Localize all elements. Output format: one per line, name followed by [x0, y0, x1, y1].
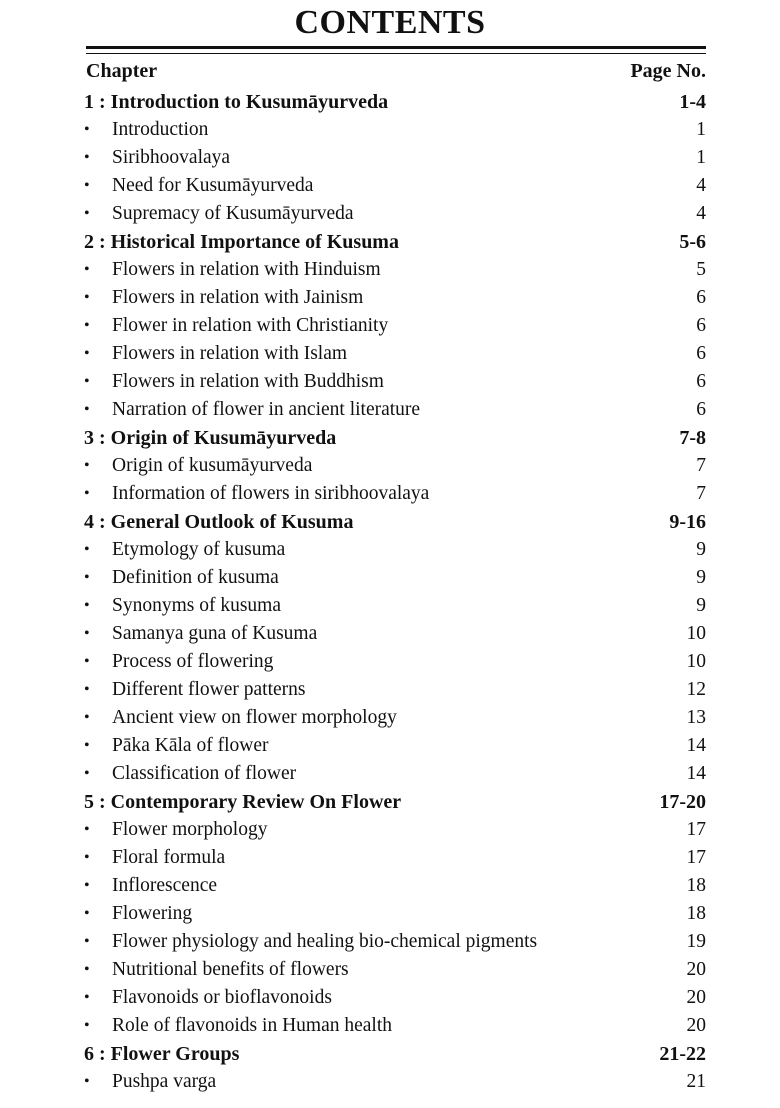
- bullet-icon: •: [84, 317, 90, 334]
- column-header: [86, 60, 706, 83]
- entry-title: [84, 567, 279, 589]
- section-row: [84, 928, 706, 956]
- entry-title: [84, 1043, 239, 1066]
- entry-title: [84, 483, 429, 505]
- bullet-icon: •: [84, 933, 90, 950]
- section-title: Etymology of kusuma: [112, 539, 286, 560]
- bullet-icon: •: [84, 261, 90, 278]
- entry-title: [84, 231, 399, 254]
- bullet-icon: •: [84, 541, 90, 558]
- section-title: Siribhoovalaya: [112, 147, 231, 168]
- entry-title: [84, 399, 420, 421]
- section-row: [84, 172, 706, 200]
- entry-title: [84, 315, 388, 337]
- page-number: 21: [686, 1071, 706, 1092]
- section-title: Introduction: [112, 119, 209, 140]
- entry-title: [84, 147, 230, 169]
- entry-title: [84, 875, 217, 897]
- section-title: Synonyms of kusuma: [112, 595, 282, 616]
- title-rule-thick: [86, 46, 706, 49]
- section-title: Process of flowering: [112, 651, 274, 672]
- page-number: 17: [686, 847, 706, 868]
- bullet-icon: •: [84, 205, 90, 222]
- section-row: [84, 844, 706, 872]
- bullet-icon: •: [84, 373, 90, 390]
- page-number: 18: [686, 903, 706, 924]
- section-title: Ancient view on flower morphology: [112, 707, 397, 728]
- section-title: Supremacy of Kusumāyurveda: [112, 203, 354, 224]
- entry-title: [84, 763, 296, 785]
- section-title: Flowering: [112, 903, 193, 924]
- page-number: 17: [686, 819, 706, 840]
- entry-title: [84, 987, 332, 1009]
- section-row: [84, 732, 706, 760]
- page-number: 6: [696, 287, 706, 308]
- page-number: 1: [696, 147, 706, 168]
- contents-list: [84, 88, 706, 1096]
- section-title: Samanya guna of Kusuma: [112, 623, 318, 644]
- page-number: 7-8: [679, 426, 706, 449]
- entry-title: [84, 847, 225, 869]
- section-row: [84, 1012, 706, 1040]
- chapter-row: [84, 228, 706, 256]
- bullet-icon: •: [84, 1017, 90, 1034]
- section-row: [84, 368, 706, 396]
- section-row: [84, 284, 706, 312]
- section-row: [84, 816, 706, 844]
- entry-title: [84, 371, 384, 393]
- page-number: 19: [686, 931, 706, 952]
- page-number: 6: [696, 343, 706, 364]
- entry-title: [84, 959, 349, 981]
- bullet-icon: •: [84, 961, 90, 978]
- entry-title: [84, 931, 537, 953]
- section-row: [84, 760, 706, 788]
- section-row: [84, 872, 706, 900]
- entry-title: [84, 1071, 216, 1093]
- page-number: 6: [696, 399, 706, 420]
- bullet-icon: •: [84, 765, 90, 782]
- entry-title: [84, 595, 281, 617]
- page-number: 9: [696, 567, 706, 588]
- section-title: Flowers in relation with Hinduism: [112, 259, 381, 280]
- entry-title: [84, 623, 317, 645]
- bullet-icon: •: [84, 625, 90, 642]
- page-number: 10: [686, 623, 706, 644]
- section-row: [84, 536, 706, 564]
- entry-title: [84, 119, 208, 141]
- entry-title: [84, 511, 353, 534]
- page-number: 7: [696, 455, 706, 476]
- section-title: Flowers in relation with Islam: [112, 343, 348, 364]
- chapter-title: 3 : Origin of Kusumāyurveda: [84, 426, 337, 449]
- bullet-icon: •: [84, 569, 90, 586]
- bullet-icon: •: [84, 989, 90, 1006]
- bullet-icon: •: [84, 345, 90, 362]
- bullet-icon: •: [84, 1073, 90, 1090]
- bullet-icon: •: [84, 737, 90, 754]
- page-number: 21-22: [659, 1042, 706, 1065]
- page-number: 5: [696, 259, 706, 280]
- bullet-icon: •: [84, 597, 90, 614]
- page-number: 13: [686, 707, 706, 728]
- section-title: Origin of kusumāyurveda: [112, 455, 313, 476]
- chapter-row: [84, 424, 706, 452]
- section-title: Pāka Kāla of flower: [112, 735, 269, 756]
- section-row: [84, 396, 706, 424]
- title-rule-thin: [86, 53, 706, 54]
- page-number: 5-6: [679, 230, 706, 253]
- section-title: Floral formula: [112, 847, 226, 868]
- entry-title: [84, 203, 354, 225]
- bullet-icon: •: [84, 653, 90, 670]
- entry-title: [84, 819, 267, 841]
- page-number: 4: [696, 175, 706, 196]
- entry-title: [84, 679, 305, 701]
- section-title: Definition of kusuma: [112, 567, 279, 588]
- section-title: Nutritional benefits of flowers: [112, 959, 349, 980]
- entry-title: [84, 175, 313, 197]
- entry-title: [84, 539, 285, 561]
- section-row: [84, 144, 706, 172]
- page-number: 17-20: [659, 790, 706, 813]
- bullet-icon: •: [84, 877, 90, 894]
- chapter-row: [84, 88, 706, 116]
- section-row: [84, 984, 706, 1012]
- page-number: 18: [686, 875, 706, 896]
- page-number: 10: [686, 651, 706, 672]
- section-row: [84, 956, 706, 984]
- section-title: Flowers in relation with Jainism: [112, 287, 364, 308]
- entry-title: [84, 651, 273, 673]
- section-title: Inflorescence: [112, 875, 218, 896]
- section-title: Need for Kusumāyurveda: [112, 175, 314, 196]
- section-title: Role of flavonoids in Human health: [112, 1015, 392, 1036]
- chapter-row: [84, 1040, 706, 1068]
- section-row: [84, 1068, 706, 1096]
- page-number: 1-4: [679, 90, 706, 113]
- section-row: [84, 452, 706, 480]
- section-row: [84, 200, 706, 228]
- section-title: Narration of flower in ancient literature: [112, 399, 421, 420]
- entry-title: [84, 287, 363, 309]
- page-number: 20: [686, 987, 706, 1008]
- bullet-icon: •: [84, 149, 90, 166]
- bullet-icon: •: [84, 821, 90, 838]
- section-title: Different flower patterns: [112, 679, 306, 700]
- section-row: [84, 116, 706, 144]
- section-row: [84, 592, 706, 620]
- section-row: [84, 648, 706, 676]
- entry-title: [84, 903, 192, 925]
- chapter-title: 1 : Introduction to Kusumāyurveda: [84, 90, 389, 113]
- chapter-title: 5 : Contemporary Review On Flower: [84, 790, 402, 813]
- entry-title: [84, 707, 397, 729]
- bullet-icon: •: [84, 681, 90, 698]
- chapter-title: 4 : General Outlook of Kusuma: [84, 510, 354, 533]
- page-number: 14: [686, 763, 706, 784]
- chapter-title: 6 : Flower Groups: [84, 1042, 240, 1065]
- bullet-icon: •: [84, 121, 90, 138]
- section-title: Flowers in relation with Buddhism: [112, 371, 384, 392]
- section-title: Flower in relation with Christianity: [112, 315, 389, 336]
- section-row: [84, 900, 706, 928]
- section-row: [84, 256, 706, 284]
- section-title: Pushpa varga: [112, 1071, 217, 1092]
- section-row: [84, 312, 706, 340]
- entry-title: [84, 735, 268, 757]
- entry-title: [84, 455, 312, 477]
- section-title: Information of flowers in siribhoovalaya: [112, 483, 430, 504]
- page-number: 4: [696, 203, 706, 224]
- chapter-column-label: Chapter: [86, 60, 158, 82]
- page-number: 12: [686, 679, 706, 700]
- entry-title: [84, 259, 381, 281]
- page-number: 1: [696, 119, 706, 140]
- page-number: 6: [696, 371, 706, 392]
- page-number: 9-16: [669, 510, 706, 533]
- bullet-icon: •: [84, 485, 90, 502]
- entry-title: [84, 427, 336, 450]
- page-number: 7: [696, 483, 706, 504]
- entry-title: [84, 1015, 392, 1037]
- section-row: [84, 564, 706, 592]
- page-column-label: Page No.: [630, 60, 706, 82]
- section-title: Flower morphology: [112, 819, 268, 840]
- bullet-icon: •: [84, 401, 90, 418]
- page-title: CONTENTS: [294, 4, 486, 41]
- page-number: 20: [686, 959, 706, 980]
- chapter-title: 2 : Historical Importance of Kusuma: [84, 230, 399, 253]
- section-row: [84, 620, 706, 648]
- page-number: 14: [686, 735, 706, 756]
- section-row: [84, 340, 706, 368]
- chapter-row: [84, 508, 706, 536]
- entry-title: [84, 791, 401, 814]
- section-row: [84, 704, 706, 732]
- entry-title: [84, 91, 388, 114]
- bullet-icon: •: [84, 849, 90, 866]
- bullet-icon: •: [84, 457, 90, 474]
- section-row: [84, 480, 706, 508]
- section-row: [84, 676, 706, 704]
- page-number: 9: [696, 539, 706, 560]
- bullet-icon: •: [84, 177, 90, 194]
- bullet-icon: •: [84, 709, 90, 726]
- section-title: Flavonoids or bioflavonoids: [112, 987, 332, 1008]
- section-title: Flower physiology and healing bio-chemical pigments: [112, 931, 538, 952]
- page-number: 6: [696, 315, 706, 336]
- section-title: Classification of flower: [112, 763, 297, 784]
- bullet-icon: •: [84, 905, 90, 922]
- bullet-icon: •: [84, 289, 90, 306]
- chapter-row: [84, 788, 706, 816]
- page-number: 9: [696, 595, 706, 616]
- entry-title: [84, 343, 347, 365]
- page-number: 20: [686, 1015, 706, 1036]
